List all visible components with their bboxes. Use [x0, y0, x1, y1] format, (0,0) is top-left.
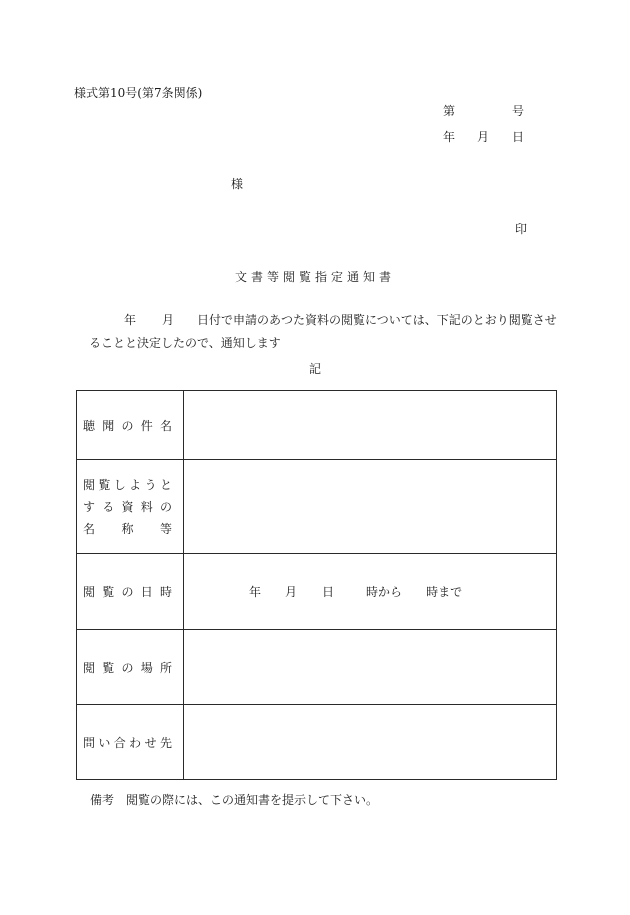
- label-char: よ: [129, 478, 142, 492]
- date-month: 月: [477, 130, 490, 144]
- form-number: 様式第10号(第7条関係): [74, 86, 203, 100]
- label-char: 資: [121, 500, 134, 514]
- label-char: 聞: [102, 418, 115, 433]
- details-table: [76, 390, 557, 780]
- body-text-line-2: ることと決定したので、通知します: [89, 336, 281, 350]
- label-char: 合: [113, 735, 126, 750]
- dt-year: 年: [249, 585, 262, 599]
- label-char: と: [159, 478, 172, 492]
- remarks-text: 閲覧の際には、この通知書を提示して下さい。: [126, 793, 379, 807]
- label-char: 覧: [102, 660, 115, 675]
- label-char: 場: [140, 660, 153, 675]
- dt-month: 月: [285, 585, 298, 599]
- value-materials[interactable]: [184, 460, 557, 554]
- label-char: 等: [159, 522, 172, 536]
- label-char: の: [121, 418, 134, 433]
- label-place: [77, 630, 184, 705]
- remarks: [90, 791, 378, 808]
- value-place[interactable]: [184, 630, 557, 705]
- value-datetime[interactable]: [184, 554, 557, 630]
- document-title: 文書等閲覧指定通知書: [234, 270, 395, 284]
- label-char: す: [83, 500, 96, 514]
- label-char: 名: [83, 522, 96, 536]
- label-contact: [77, 705, 184, 780]
- label-char: 時: [159, 585, 172, 599]
- value-case-name[interactable]: [184, 391, 557, 460]
- label-case-name: [77, 391, 184, 460]
- label-char: 覧: [102, 585, 115, 599]
- body-rest: 日付で申請のあつた資料の閲覧については、下記のとおり閲覧させ: [197, 313, 557, 327]
- label-materials: [77, 460, 184, 554]
- label-char: 覧: [98, 478, 111, 492]
- row-place: [77, 630, 557, 705]
- doc-number-prefix: 第: [443, 104, 456, 118]
- seal-mark: 印: [515, 222, 528, 236]
- document-number: [443, 102, 524, 119]
- label-char: 先: [159, 735, 172, 750]
- dt-from: 時から: [366, 585, 403, 599]
- label-char: る: [102, 500, 115, 514]
- label-char: の: [121, 660, 134, 675]
- label-char: の: [121, 585, 134, 599]
- label-char: 名: [159, 418, 172, 433]
- label-char: 閲: [83, 660, 96, 675]
- label-char: の: [159, 500, 172, 514]
- row-materials: [77, 460, 557, 554]
- doc-number-suffix: 号: [512, 104, 525, 118]
- body-year: 年: [124, 313, 137, 327]
- value-contact[interactable]: [184, 705, 557, 780]
- label-char: 聴: [83, 418, 96, 433]
- label-char: 所: [159, 660, 172, 675]
- body-month: 月: [162, 313, 175, 327]
- date-day: 日: [512, 130, 525, 144]
- label-char: 日: [140, 585, 153, 599]
- label-char: し: [113, 478, 126, 492]
- date-year: 年: [443, 130, 456, 144]
- issue-date: [443, 128, 524, 145]
- row-contact: [77, 705, 557, 780]
- label-char: わ: [129, 735, 142, 750]
- label-char: 閲: [83, 478, 96, 492]
- dt-day: 日: [322, 585, 335, 599]
- row-datetime: [77, 554, 557, 630]
- addressee-honorific: 様: [231, 177, 244, 191]
- row-case-name: [77, 391, 557, 460]
- ki-heading: 記: [308, 362, 321, 376]
- label-char: 閲: [83, 585, 96, 599]
- label-char: 称: [121, 522, 134, 536]
- label-char: 料: [140, 500, 153, 514]
- label-char: 件: [140, 418, 153, 433]
- label-char: 問: [83, 735, 96, 750]
- label-char: う: [144, 478, 157, 492]
- label-char: い: [98, 735, 111, 750]
- remarks-label: 備考: [90, 793, 115, 807]
- dt-until: 時まで: [426, 585, 463, 599]
- body-text-line-1: [124, 311, 557, 328]
- label-datetime: [77, 554, 184, 630]
- label-char: せ: [144, 735, 157, 750]
